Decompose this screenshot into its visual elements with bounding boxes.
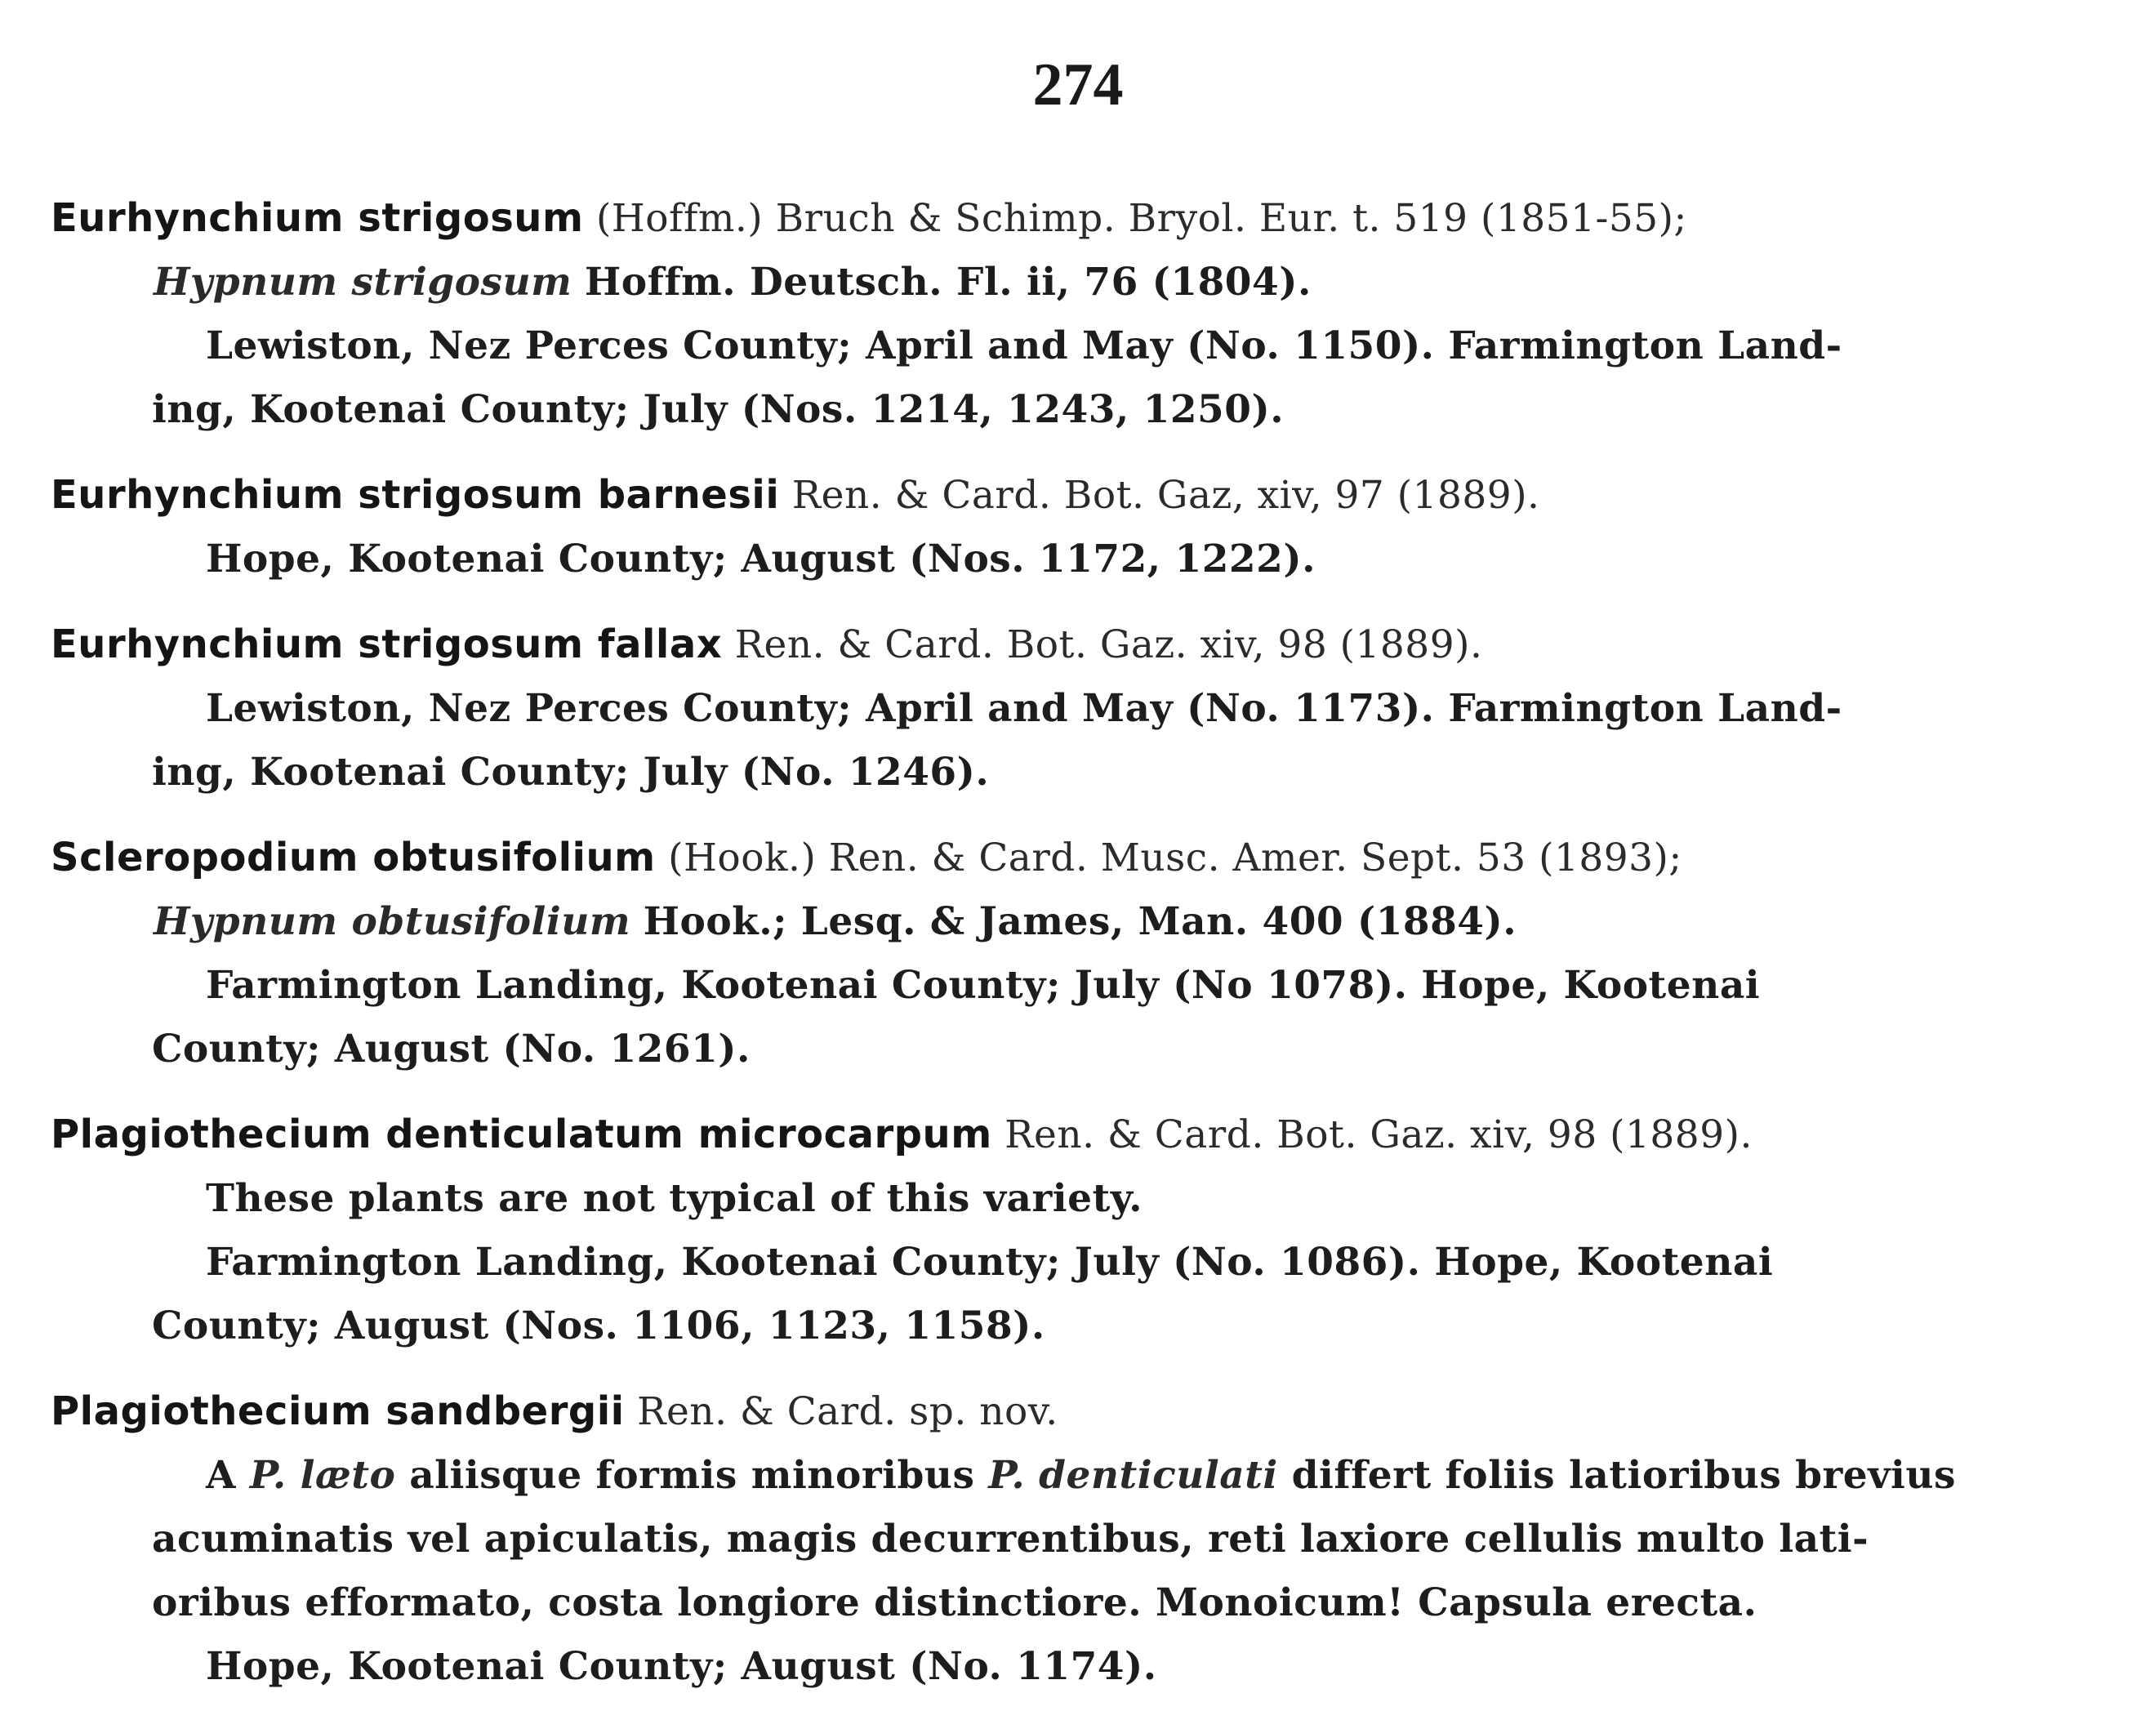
- locality-line-continued: ing, Kootenai County; July (Nos. 1214, 1243, 1250).: [152, 387, 1285, 432]
- entry-heading: [51, 186, 2109, 251]
- page-number: 274: [1032, 51, 1124, 118]
- species-entry: [51, 463, 2109, 591]
- species-authority: Ren. & Card. Bot. Gaz. xiv, 98 (1889).: [1004, 1112, 1753, 1157]
- synonym-name: Hypnum obtusifolium: [154, 899, 631, 944]
- species-entry: [51, 186, 2109, 442]
- desc-text: aliisque formis minoribus: [395, 1453, 989, 1498]
- desc-species-ref: P. denticulati: [988, 1453, 1278, 1498]
- locality-line: Hope, Kootenai County; August (No. 1174).: [206, 1644, 1157, 1689]
- species-name: Eurhynchium strigosum barnesii: [51, 472, 780, 518]
- synonym-name: Hypnum strigosum: [154, 260, 572, 305]
- locality-line: Lewiston, Nez Perces County; April and May (No. 1150). Farmington Land-: [206, 323, 1842, 368]
- synonym-authority: Hook.; Lesq. & James, Man. 400 (1884).: [643, 899, 1517, 944]
- entry-heading: [51, 463, 2109, 528]
- locality-line: Hope, Kootenai County; August (Nos. 1172, 1222).: [206, 537, 1316, 582]
- locality-line-continued: County; August (Nos. 1106, 1123, 1158).: [152, 1303, 1045, 1348]
- latin-description-continued: oribus efformato, costa longiore distinctiore. Monoicum! Capsula erecta.: [152, 1580, 1757, 1625]
- latin-description: [51, 1444, 2109, 1508]
- locality-line: Farmington Landing, Kootenai County; July (No 1078). Hope, Kootenai: [206, 963, 1761, 1008]
- species-name: Eurhynchium strigosum: [51, 195, 584, 241]
- species-name: Eurhynchium strigosum fallax: [51, 622, 723, 667]
- latin-description-continued: acuminatis vel apiculatis, magis decurrentibus, reti laxiore cellulis multo lati-: [152, 1517, 1869, 1562]
- species-list: [51, 186, 2109, 1720]
- species-authority: (Hook.) Ren. & Card. Musc. Amer. Sept. 53 (1893);: [668, 835, 1682, 880]
- locality-line-continued: ing, Kootenai County; July (No. 1246).: [152, 750, 990, 795]
- desc-text: A: [206, 1453, 250, 1498]
- entry-heading: [51, 1379, 2109, 1444]
- entry-note: These plants are not typical of this variety.: [206, 1176, 1143, 1221]
- species-entry: [51, 1379, 2109, 1699]
- locality-line: Farmington Landing, Kootenai County; July (No. 1086). Hope, Kootenai: [206, 1240, 1774, 1285]
- entry-heading: [51, 613, 2109, 677]
- species-entry: [51, 1103, 2109, 1358]
- species-authority: (Hoffm.) Bruch & Schimp. Bryol. Eur. t. 519 (1851-55);: [595, 196, 1687, 241]
- species-name: Plagiothecium denticulatum microcarpum: [51, 1112, 992, 1157]
- locality-line-continued: County; August (No. 1261).: [152, 1027, 751, 1072]
- synonym-line: [51, 890, 2109, 954]
- species-authority: Ren. & Card. sp. nov.: [637, 1389, 1058, 1434]
- species-name: Scleropodium obtusifolium: [51, 835, 656, 880]
- species-authority: Ren. & Card. Bot. Gaz. xiv, 98 (1889).: [734, 622, 1483, 667]
- synonym-line: [51, 251, 2109, 314]
- species-entry: [51, 613, 2109, 804]
- synonym-authority: Hoffm. Deutsch. Fl. ii, 76 (1804).: [584, 260, 1312, 305]
- locality-line: Lewiston, Nez Perces County; April and May (No. 1173). Farmington Land-: [206, 686, 1842, 731]
- species-name: Plagiothecium sandbergii: [51, 1388, 625, 1434]
- entry-heading: [51, 1103, 2109, 1167]
- species-entry: [51, 826, 2109, 1081]
- desc-species-ref: P. læto: [249, 1453, 396, 1498]
- desc-text: differt foliis latioribus brevius: [1277, 1453, 1956, 1498]
- species-authority: Ren. & Card. Bot. Gaz, xiv, 97 (1889).: [791, 473, 1540, 518]
- entry-heading: [51, 826, 2109, 890]
